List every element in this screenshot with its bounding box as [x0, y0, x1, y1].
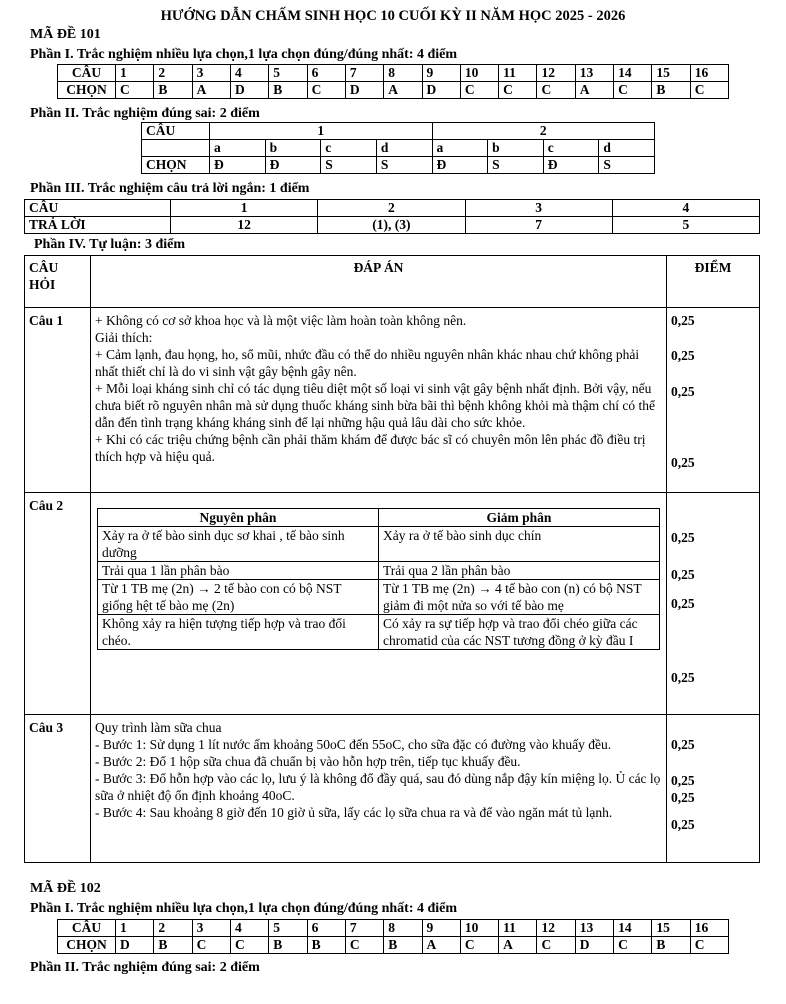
question-number: 12: [537, 65, 575, 82]
answer-cell: C: [537, 82, 575, 99]
answer-line: + Cảm lạnh, đau họng, ho, sổ mũi, nhức đầu có thể do nhiều nguyên nhân khác nhau chứ không phải nhất thiết chỉ là do vi sinh vật gây bệnh gây nên.: [95, 347, 640, 379]
answer-cell: C: [499, 82, 537, 99]
point-value: 0,25: [671, 348, 695, 363]
question-number: 8: [384, 920, 422, 937]
question-number: 4: [230, 65, 268, 82]
question-number: 4: [230, 920, 268, 937]
question-number: 1: [210, 123, 433, 140]
question-number: 8: [384, 65, 422, 82]
cau-header: CÂU: [142, 123, 210, 140]
part4-essay-table: [24, 255, 760, 863]
answer-cell: A: [499, 937, 537, 954]
answer-line: + Mỗi loại kháng sinh chỉ có tác dụng tiêu diệt một số loại vi sinh vật gây bệnh nhất định. Bởi vậy, nếu chưa biết rõ nguyên nhân mà sử dụng thuốc kháng sinh bừa bãi thì bệnh không khỏi mà thậm chí có thể dẫn đến tình trạng kháng kháng sinh để lại những hậu quả lâu dài cho sức khỏe.: [95, 381, 655, 430]
answer-cell: D: [422, 82, 460, 99]
sub-label: a: [210, 140, 266, 157]
sub-label: d: [376, 140, 432, 157]
table-row: [25, 256, 760, 308]
question-number: 6: [307, 920, 345, 937]
point-value: 0,25: [671, 790, 695, 805]
comparison-cell: Không xảy ra hiện tượng tiếp hợp và trao đổi chéo.: [98, 615, 379, 650]
table-row: [98, 562, 660, 580]
sub-label: c: [543, 140, 599, 157]
answer-line: - Bước 1: Sử dụng 1 lít nước ấm khoảng 50oC đến 55oC, cho sữa đặc có đường vào khuấy đều.: [95, 737, 612, 752]
question-number: 9: [422, 920, 460, 937]
comparison-cell: Trải qua 1 lần phân bào: [98, 562, 379, 580]
answer-cell: B: [269, 82, 307, 99]
question-number: 2: [154, 65, 192, 82]
question-number: 2: [318, 200, 465, 217]
part2-answer-table: [141, 122, 655, 174]
table-row: [98, 615, 660, 650]
table-row: [142, 123, 655, 140]
answer-cell: D: [116, 937, 154, 954]
question-number: 3: [192, 920, 230, 937]
exam-code-102: MÃ ĐỀ 102: [30, 881, 101, 896]
sub-label: d: [599, 140, 655, 157]
question-number: 2: [154, 920, 192, 937]
answer-cell: S: [376, 157, 432, 174]
answer-cell: B: [652, 82, 690, 99]
chon-header: CHỌN: [58, 937, 116, 954]
answer-cell: (1), (3): [318, 217, 465, 234]
question-number: 1: [116, 65, 154, 82]
answer-cell: Đ: [543, 157, 599, 174]
dap-an-header: ĐÁP ÁN: [91, 256, 667, 308]
question-number: 15: [652, 65, 690, 82]
answer-cell: C: [307, 82, 345, 99]
point-value: 0,25: [671, 384, 695, 399]
empty-cell: [142, 140, 210, 157]
point-value: 0,25: [671, 817, 695, 832]
question-label: Câu 3: [25, 715, 91, 863]
part1-answer-table-101: [57, 64, 729, 99]
question-number: 1: [116, 920, 154, 937]
cau-hoi-header: CÂU HỎI: [25, 256, 91, 308]
question-number: 10: [460, 65, 498, 82]
cau-header: CÂU: [25, 200, 171, 217]
document-title: HƯỚNG DẪN CHẤM SINH HỌC 10 CUỐI KỲ II NĂM HỌC 2025 - 2026: [160, 8, 626, 24]
table-row: [98, 509, 660, 527]
answer-cell: C: [460, 82, 498, 99]
part1-heading-102: Phần I. Trắc nghiệm nhiều lựa chọn,1 lựa chọn đúng/đúng nhất: 4 điểm: [30, 901, 458, 916]
question-number: 9: [422, 65, 460, 82]
table-row: [25, 200, 760, 217]
answer-cell: C: [116, 82, 154, 99]
table-row: [58, 82, 729, 99]
answer-cell: C: [614, 937, 652, 954]
sub-label: b: [488, 140, 544, 157]
question-number: 3: [192, 65, 230, 82]
comparison-cell: Trải qua 2 lần phân bào: [379, 562, 660, 580]
table-row: [25, 217, 760, 234]
table-row: [25, 308, 760, 493]
point-value: 0,25: [671, 455, 695, 470]
sub-label: a: [432, 140, 488, 157]
question-number: 16: [690, 920, 728, 937]
answer-cell: C: [614, 82, 652, 99]
tra-loi-header: TRẢ LỜI: [25, 217, 171, 234]
question-number: 3: [465, 200, 612, 217]
answer-cell: C: [230, 937, 268, 954]
cau-header: CÂU: [58, 65, 116, 82]
answer-cell: C: [690, 937, 728, 954]
comparison-cell: Có xảy ra sự tiếp hợp và trao đổi chéo giữa các chromatid của các NST tương đồng ở kỳ đầu I: [379, 615, 660, 650]
answer-cell: 12: [171, 217, 318, 234]
table-row: [25, 493, 760, 715]
answer-cell: 7: [465, 217, 612, 234]
answer-cell: S: [599, 157, 655, 174]
question-number: 2: [432, 123, 655, 140]
point-value: 0,25: [671, 737, 695, 752]
answer-cell: Đ: [210, 157, 266, 174]
answer-line: + Khi có các triệu chứng bệnh cần phải thăm khám để được bác sĩ có chuyên môn lên phác đồ điều trị thích hợp và hiệu quả.: [95, 432, 646, 464]
answer-cell: D: [345, 82, 383, 99]
answer-cell: A: [575, 82, 613, 99]
part4-heading: Phần IV. Tự luận: 3 điểm: [34, 237, 186, 252]
table-row: [58, 920, 729, 937]
question-number: 1: [171, 200, 318, 217]
question-label: Câu 1: [25, 308, 91, 493]
question-number: 15: [652, 920, 690, 937]
table-row: [58, 65, 729, 82]
answer-cell: A: [384, 82, 422, 99]
comparison-cell: Xảy ra ở tế bào sinh dục chín: [379, 527, 660, 562]
answer-line: - Bước 3: Đổ hỗn hợp vào các lọ, lưu ý là không đổ đầy quá, sau đó dùng nắp đậy kín miệng lọ. Ủ các lọ sữa ở nhiệt độ ổn định khoảng 40oC.: [95, 771, 661, 803]
comparison-table: [97, 508, 660, 650]
answer-line: Quy trình làm sữa chua: [95, 720, 222, 735]
question-number: 5: [269, 65, 307, 82]
question-number: 7: [345, 65, 383, 82]
table-row: [58, 937, 729, 954]
sub-label: c: [321, 140, 377, 157]
question-number: 16: [690, 65, 728, 82]
part1-heading: Phần I. Trắc nghiệm nhiều lựa chọn,1 lựa chọn đúng/đúng nhất: 4 điểm: [30, 47, 458, 62]
answer-line: + Không có cơ sở khoa học và là một việc làm hoàn toàn không nên.: [95, 313, 467, 328]
nguyen-phan-header: Nguyên phân: [98, 509, 379, 527]
question-number: 12: [537, 920, 575, 937]
part1-answer-table-102: [57, 919, 729, 954]
part2-heading: Phần II. Trắc nghiệm đúng sai: 2 điểm: [30, 106, 260, 121]
question-number: 4: [612, 200, 759, 217]
giam-phan-header: Giảm phân: [379, 509, 660, 527]
question-number: 6: [307, 65, 345, 82]
chon-header: CHỌN: [58, 82, 116, 99]
question-number: 11: [499, 65, 537, 82]
exam-code-101: MÃ ĐỀ 101: [30, 27, 101, 42]
answer-line: - Bước 2: Đổ 1 hộp sữa chua đã chuẩn bị vào hỗn hợp trên, tiếp tục khuấy đều.: [95, 754, 521, 769]
answer-line: Giải thích:: [95, 330, 153, 345]
part2-heading-102: Phần II. Trắc nghiệm đúng sai: 2 điểm: [30, 960, 260, 975]
answer-cell: B: [652, 937, 690, 954]
answer-cell: D: [230, 82, 268, 99]
question-label: Câu 2: [25, 493, 91, 715]
table-row: [25, 715, 760, 863]
question-number: 14: [614, 920, 652, 937]
point-value: 0,25: [671, 670, 695, 685]
table-row: [98, 580, 660, 615]
answer-cell: B: [154, 82, 192, 99]
answer-cell: S: [321, 157, 377, 174]
question-number: 13: [575, 65, 613, 82]
answer-cell: B: [384, 937, 422, 954]
point-value: 0,25: [671, 567, 695, 582]
diem-header: ĐIỂM: [667, 256, 760, 308]
question-number: 5: [269, 920, 307, 937]
question-number: 10: [460, 920, 498, 937]
answer-cell: C: [460, 937, 498, 954]
answer-cell: Đ: [432, 157, 488, 174]
question-number: 7: [345, 920, 383, 937]
answer-cell: C: [690, 82, 728, 99]
answer-cell: C: [192, 937, 230, 954]
point-value: 0,25: [671, 773, 695, 788]
answer-cell: B: [307, 937, 345, 954]
comparison-cell: Từ 1 TB mẹ (2n) → 2 tế bào con có bộ NST giống hệt tế bào mẹ (2n): [98, 580, 379, 615]
cau-header: CÂU: [58, 920, 116, 937]
answer-cell: Đ: [265, 157, 321, 174]
answer-cell: S: [488, 157, 544, 174]
comparison-cell: Từ 1 TB mẹ (2n) → 4 tế bào con (n) có bộ NST giảm đi một nửa so với tế bào mẹ: [379, 580, 660, 615]
answer-cell: B: [154, 937, 192, 954]
table-row: [142, 157, 655, 174]
question-number: 11: [499, 920, 537, 937]
answer-cell: A: [422, 937, 460, 954]
answer-cell: C: [345, 937, 383, 954]
point-value: 0,25: [671, 596, 695, 611]
question-number: 14: [614, 65, 652, 82]
question-number: 13: [575, 920, 613, 937]
chon-header: CHỌN: [142, 157, 210, 174]
answer-cell: B: [269, 937, 307, 954]
part3-answer-table: [24, 199, 760, 234]
sub-label: b: [265, 140, 321, 157]
answer-cell: D: [575, 937, 613, 954]
answer-cell: A: [192, 82, 230, 99]
answer-line: - Bước 4: Sau khoảng 8 giờ đến 10 giờ ủ sữa, lấy các lọ sữa chua ra và để vào ngăn mát tủ lạnh.: [95, 805, 613, 820]
table-row: [98, 527, 660, 562]
answer-cell: 5: [612, 217, 759, 234]
point-value: 0,25: [671, 530, 695, 545]
answer-cell: C: [537, 937, 575, 954]
comparison-cell: Xảy ra ở tế bào sinh dục sơ khai , tế bào sinh dưỡng: [98, 527, 379, 562]
table-row: [142, 140, 655, 157]
part3-heading: Phần III. Trắc nghiệm câu trả lời ngắn: 1 điểm: [30, 181, 310, 196]
point-value: 0,25: [671, 313, 695, 328]
